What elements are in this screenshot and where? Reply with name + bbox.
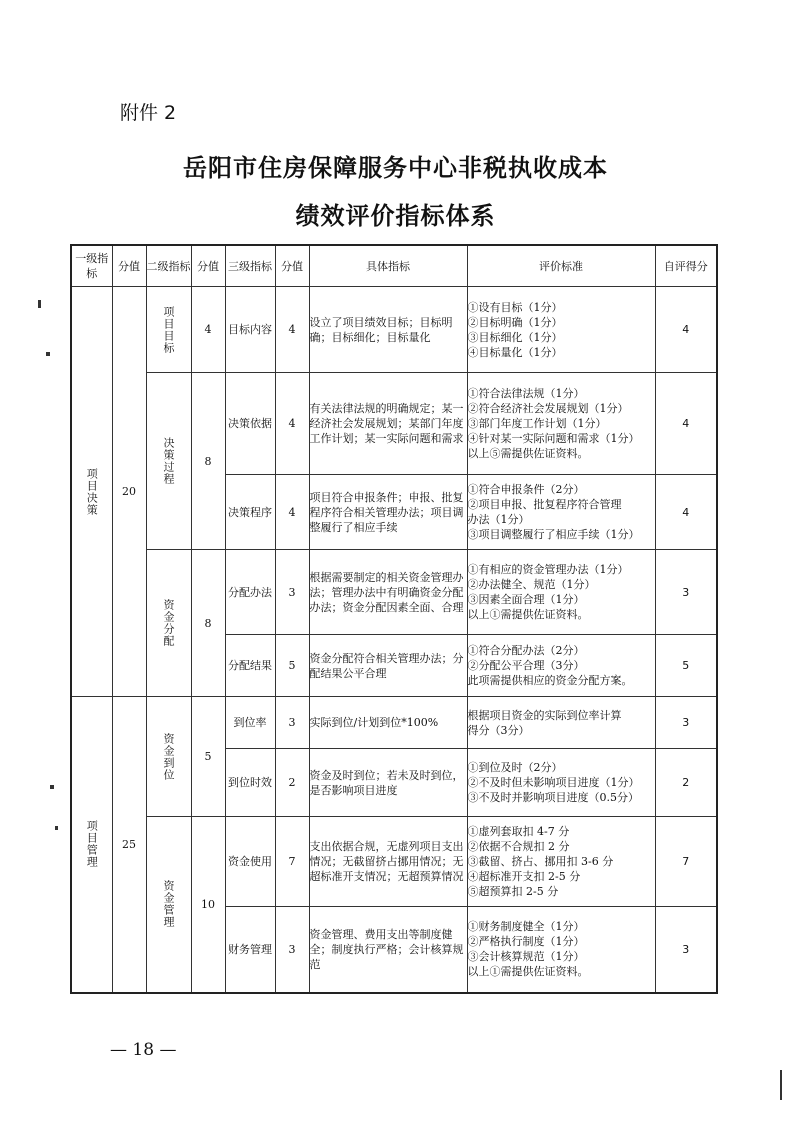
criteria-line: ①符合分配办法（2分） — [467, 644, 585, 657]
criteria-line: ②办法健全、规范（1分） — [467, 578, 596, 591]
criteria-cell — [467, 697, 655, 749]
level2-cell — [146, 287, 191, 373]
self-score: 4 — [655, 373, 717, 475]
level3-name: 到位时效 — [225, 749, 275, 817]
criteria-line: ③会计核算规范（1分） — [467, 950, 585, 964]
criteria-line: ①虚列套取扣 4-7 分 — [467, 825, 570, 838]
level3-score: 4 — [275, 287, 309, 373]
level2-score: 8 — [191, 373, 225, 550]
level3-name: 资金使用 — [225, 817, 275, 907]
level3-name: 分配办法 — [225, 550, 275, 635]
self-score: 3 — [655, 550, 717, 635]
criteria-line: ①符合申报条件（2分） — [467, 483, 585, 496]
level1-cell — [71, 287, 112, 697]
criteria-line: ③项目调整履行了相应手续（1分） — [467, 528, 640, 541]
level3-name: 财务管理 — [225, 907, 275, 993]
detail-text: 设立了项目绩效目标；目标明确；目标细化；目标量化 — [309, 287, 467, 373]
header-level3: 三级指标 — [225, 245, 275, 287]
scan-mark — [38, 300, 41, 308]
header-detail: 具体指标 — [309, 245, 467, 287]
criteria-line: ②分配公平合理（3分） — [467, 659, 585, 672]
level3-score: 5 — [275, 635, 309, 697]
table-row — [71, 550, 717, 635]
level3-score: 7 — [275, 817, 309, 907]
level1-score: 20 — [112, 287, 146, 697]
table-row — [71, 373, 717, 475]
criteria-cell — [467, 475, 655, 550]
criteria-line: 办法（1分） — [467, 513, 530, 526]
header-score1: 分值 — [112, 245, 146, 287]
criteria-cell — [467, 749, 655, 817]
level3-name: 到位率 — [225, 697, 275, 749]
scan-mark — [46, 352, 50, 356]
detail-text: 资金及时到位；若未及时到位，是否影响项目进度 — [309, 749, 467, 817]
level3-score: 2 — [275, 749, 309, 817]
criteria-line: ①设有目标（1分） — [467, 300, 563, 314]
detail-text: 有关法律法规的明确规定；某一经济社会发展规划；某部门年度工作计划；某一实际问题和需求 — [309, 373, 467, 475]
level1-name: 项目管理 — [85, 820, 99, 869]
level2-score: 4 — [191, 287, 225, 373]
level2-score: 10 — [191, 817, 225, 993]
criteria-line: ③目标细化（1分） — [467, 330, 563, 344]
criteria-cell — [467, 635, 655, 697]
criteria-line: ③因素全面合理（1分） — [467, 593, 585, 606]
header-level1: 一级指标 — [71, 245, 112, 287]
level1-cell — [71, 697, 112, 993]
self-score: 5 — [655, 635, 717, 697]
criteria-cell — [467, 907, 655, 993]
level3-score: 4 — [275, 373, 309, 475]
criteria-line: 以上①需提供佐证资料。 — [467, 965, 589, 979]
table-header-row — [71, 245, 717, 287]
level1-score: 25 — [112, 697, 146, 993]
self-score: 7 — [655, 817, 717, 907]
criteria-cell — [467, 817, 655, 907]
header-score2: 分值 — [191, 245, 225, 287]
detail-text: 支出依据合规，无虚列项目支出情况；无截留挤占挪用情况；无超标准开支情况；无超预算情况 — [309, 817, 467, 907]
criteria-line: ④针对某一实际问题和需求（1分） — [467, 432, 640, 445]
level3-score: 3 — [275, 550, 309, 635]
criteria-line: ②项目申报、批复程序符合管理 — [467, 498, 622, 511]
criteria-line: ②依据不合规扣 2 分 — [467, 840, 570, 853]
level2-name: 决策过程 — [162, 437, 175, 485]
scan-mark — [780, 1070, 782, 1100]
detail-text: 根据需要制定的相关资金管理办法；管理办法中有明确资金分配办法；资金分配因素全面、合理 — [309, 550, 467, 635]
level2-name: 资金分配 — [162, 599, 175, 647]
criteria-line: ③不及时并影响项目进度（0.5分） — [467, 791, 639, 804]
attachment-label: 附件 2 — [120, 102, 177, 124]
level2-name: 资金管理 — [162, 880, 175, 929]
criteria-line: ①财务制度健全（1分） — [467, 920, 585, 934]
level2-name: 项目目标 — [162, 305, 175, 354]
scan-mark — [50, 785, 54, 789]
criteria-line: ②严格执行制度（1分） — [467, 935, 585, 949]
criteria-line: 以上①需提供佐证资料。 — [467, 608, 589, 621]
level2-name: 资金到位 — [162, 732, 175, 781]
self-score: 2 — [655, 749, 717, 817]
detail-text: 资金分配符合相关管理办法；分配结果公平合理 — [309, 635, 467, 697]
table-row — [71, 287, 717, 373]
header-self-score: 自评得分 — [655, 245, 717, 287]
document-title-line2: 绩效评价指标体系 — [295, 202, 496, 230]
level3-name: 目标内容 — [225, 287, 275, 373]
level3-score: 4 — [275, 475, 309, 550]
level2-cell — [146, 550, 191, 697]
criteria-line: ③截留、挤占、挪用扣 3-6 分 — [467, 855, 614, 868]
table-row — [71, 697, 717, 749]
scan-mark — [55, 826, 58, 830]
criteria-line: ③部门年度工作计划（1分） — [467, 417, 607, 430]
criteria-line: 得分（3分） — [467, 723, 530, 737]
indicator-table — [70, 244, 718, 994]
detail-text: 资金管理、费用支出等制度健全；制度执行严格；会计核算规范 — [309, 907, 467, 993]
header-criteria: 评价标准 — [467, 245, 655, 287]
criteria-cell — [467, 373, 655, 475]
criteria-line: ④目标量化（1分） — [467, 345, 563, 359]
criteria-line: ①有相应的资金管理办法（1分） — [467, 563, 629, 576]
table-row — [71, 817, 717, 907]
level3-name: 决策程序 — [225, 475, 275, 550]
detail-text: 实际到位/计划到位*100% — [309, 697, 467, 749]
self-score: 3 — [655, 697, 717, 749]
criteria-line: ④超标准开支扣 2-5 分 — [467, 870, 581, 883]
header-score3: 分值 — [275, 245, 309, 287]
criteria-line: ①符合法律法规（1分） — [467, 387, 585, 400]
criteria-line: ①到位及时（2分） — [467, 761, 563, 774]
detail-text: 项目符合申报条件；申报、批复程序符合相关管理办法；项目调整履行了相应手续 — [309, 475, 467, 550]
criteria-line: ②不及时但未影响项目进度（1分） — [467, 776, 640, 789]
level2-cell — [146, 373, 191, 550]
criteria-line: ②符合经济社会发展规划（1分） — [467, 402, 629, 415]
criteria-line: ②目标明确（1分） — [467, 315, 563, 329]
level2-cell — [146, 697, 191, 817]
level3-name: 分配结果 — [225, 635, 275, 697]
criteria-cell — [467, 287, 655, 373]
level3-score: 3 — [275, 697, 309, 749]
level2-score: 8 — [191, 550, 225, 697]
level3-score: 3 — [275, 907, 309, 993]
criteria-line: ⑤超预算扣 2-5 分 — [467, 885, 559, 898]
level1-name: 项目决策 — [85, 467, 99, 516]
document-title-line1: 岳阳市住房保障服务中心非税执收成本 — [183, 154, 608, 182]
header-level2: 二级指标 — [146, 245, 191, 287]
page-number: — 18 — — [110, 1040, 177, 1060]
criteria-line: 以上⑤需提供佐证资料。 — [467, 447, 589, 460]
level2-score: 5 — [191, 697, 225, 817]
level3-name: 决策依据 — [225, 373, 275, 475]
criteria-line: 根据项目资金的实际到位率计算 — [467, 708, 622, 722]
self-score: 3 — [655, 907, 717, 993]
level2-cell — [146, 817, 191, 993]
self-score: 4 — [655, 475, 717, 550]
criteria-line: 此项需提供相应的资金分配方案。 — [467, 674, 633, 687]
self-score: 4 — [655, 287, 717, 373]
criteria-cell — [467, 550, 655, 635]
